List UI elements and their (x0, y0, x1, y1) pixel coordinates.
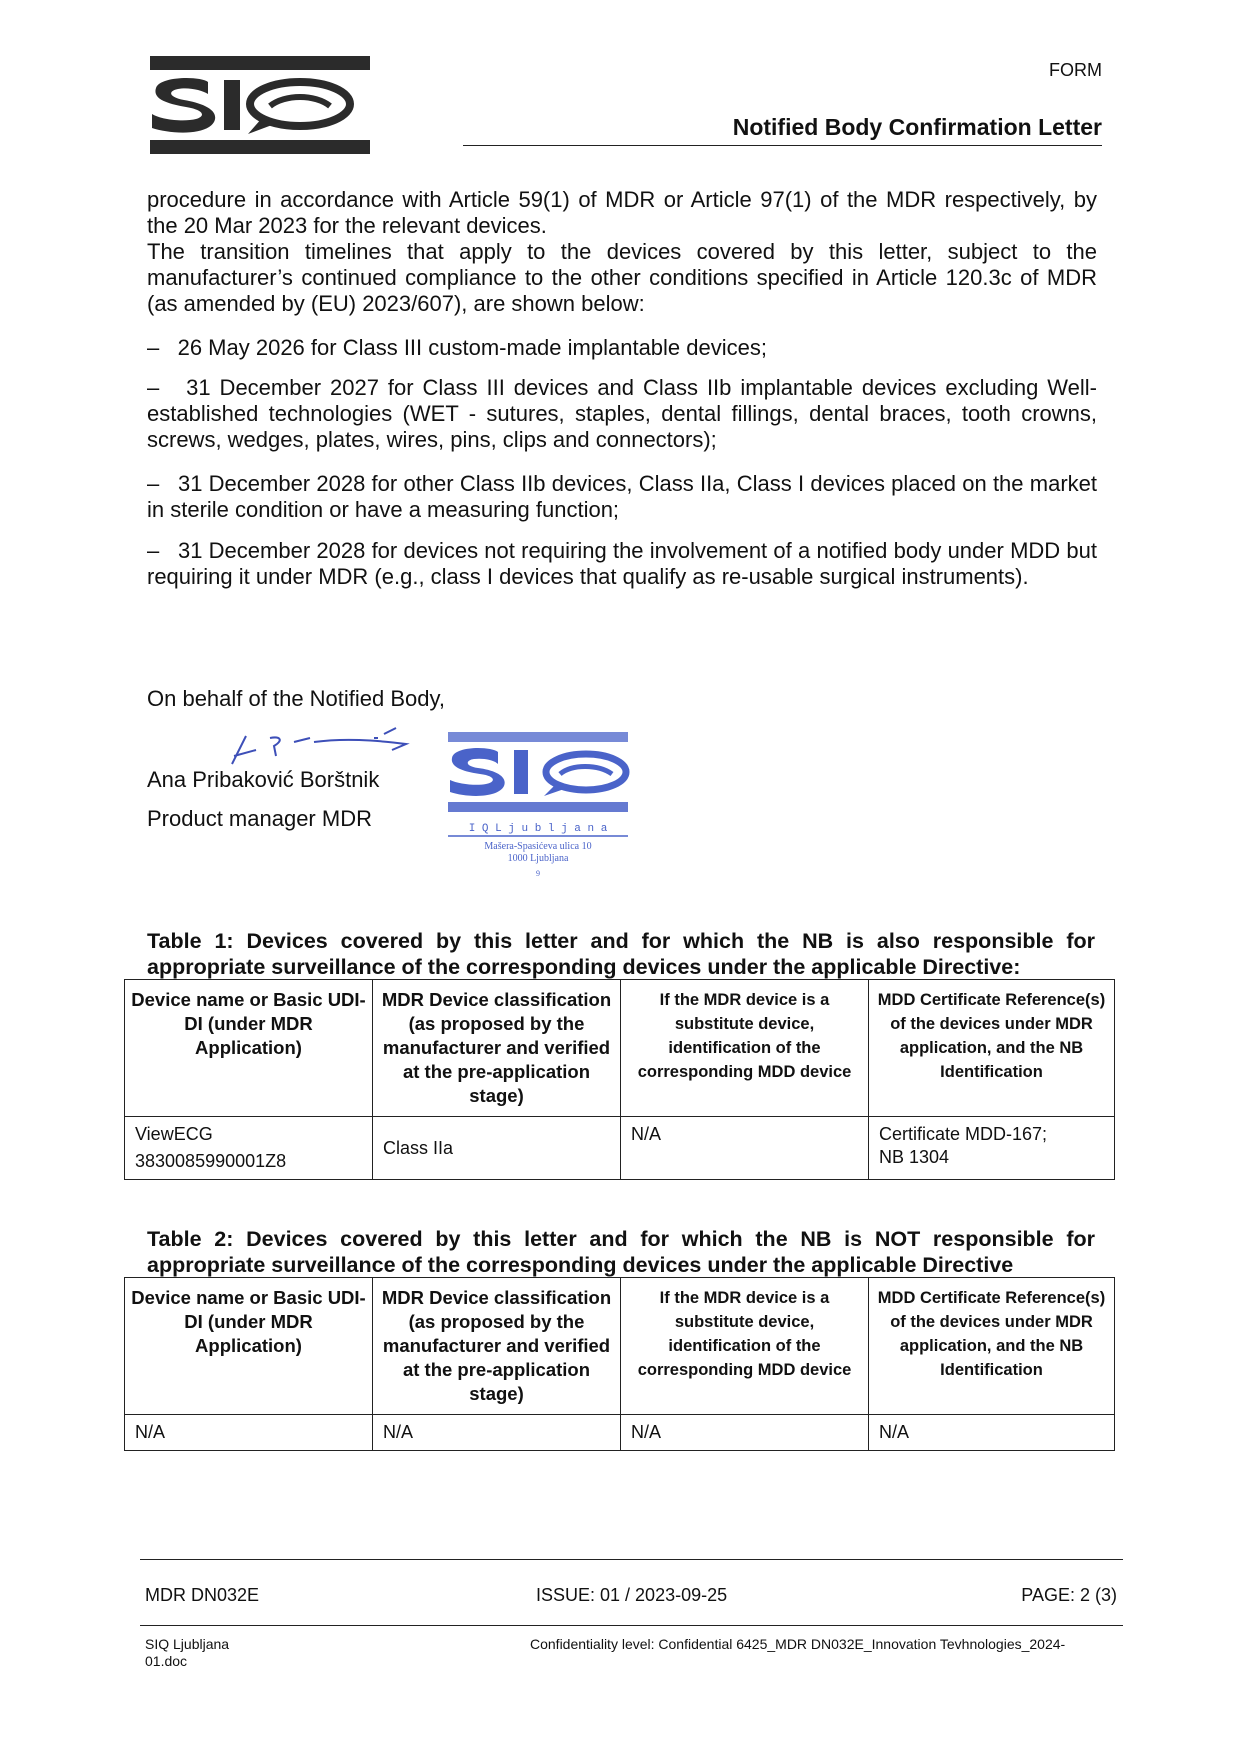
footer-doc-code: MDR DN032E (145, 1585, 260, 1605)
col-header-certificate: MDD Certificate Reference(s) of the devices under MDR application, and the NB Identification (869, 980, 1115, 1117)
bullet-text: 31 December 2028 for other Class IIb devices, Class IIa, Class I devices placed on the market in sterile condition or have a measuring function; (147, 471, 1097, 522)
cell-classification: N/A (373, 1415, 621, 1451)
table2-caption: Table 2: Devices covered by this letter and for which the NB is NOT responsible for appropriate surveillance of the corresponding devices under the applicable Directive (147, 1227, 1095, 1277)
siq-logo (150, 56, 370, 156)
cell-classification: Class IIa (373, 1117, 621, 1180)
table-header-row (125, 980, 1115, 1117)
cell-substitute: N/A (621, 1415, 869, 1451)
footer-page-number: PAGE: 2 (3) (1021, 1585, 1117, 1605)
header-title: Notified Body Confirmation Letter (732, 114, 1102, 140)
signatory-name: Ana Pribaković Borštnik (147, 767, 380, 792)
signoff-behalf: On behalf of the Notified Body, (147, 686, 445, 711)
device-name: ViewECG (135, 1124, 213, 1144)
intro-paragraph: procedure in accordance with Article 59(1) of MDR or Article 97(1) of the MDR respectively, by the 20 Mar 2023 for the relevant devices. (147, 187, 1097, 238)
col-header-classification: MDR Device classification (as proposed by the manufacturer and verified at the pre-application stage) (373, 1278, 621, 1415)
stamp-postcode: 1000 Ljubljana (507, 853, 569, 864)
col-header-device-name: Device name or Basic UDI-DI (under MDR Application) (125, 980, 373, 1117)
cell-device (125, 1117, 373, 1180)
footer-issue: ISSUE: 01 / 2023-09-25 (536, 1585, 728, 1605)
signatory-role: Product manager MDR (147, 806, 372, 831)
footer-confidentiality: Confidentiality level: Confidential 6425_MDR DN032E_Innovation Tevhnologies_2024- (530, 1636, 1066, 1652)
bullet-text: 31 December 2028 for devices not requiring the involvement of a notified body under MDD but requiring it under MDR (e.g., class I devices that qualify as re-usable surgical instruments). (147, 538, 1097, 589)
bullet-item (147, 335, 1097, 361)
footer-org: SIQ Ljubljana 01.doc (145, 1636, 230, 1669)
col-header-substitute: If the MDR device is a substitute device, identification of the corresponding MDD device (621, 1278, 869, 1415)
table2 (124, 1277, 1115, 1451)
stamp-street: Mašera-Spasićeva ulica 10 (484, 841, 592, 852)
footer-divider-bottom (140, 1625, 1123, 1626)
stamp-city: I Q L j u b l j a n a (468, 823, 608, 835)
table-row (125, 1415, 1115, 1451)
table-header-row (125, 1278, 1115, 1415)
bullet-mark: – (147, 471, 160, 496)
transition-paragraph: The transition timelines that apply to the devices covered by this letter, subject to the manufacturer’s continued compliance to the other conditions specified in Article 120.3c of MDR (as amended by (EU) 2023/607), are shown below: (147, 239, 1097, 316)
bullet-item (147, 471, 1097, 523)
col-header-classification: MDR Device classification (as proposed by the manufacturer and verified at the pre-application stage) (373, 980, 621, 1117)
bullet-text: 26 May 2026 for Class III custom-made implantable devices; (177, 335, 767, 360)
bullet-mark: – (147, 335, 160, 360)
device-udi: 3830085990001Z8 (135, 1151, 287, 1171)
bullet-mark: – (147, 375, 160, 400)
cell-substitute: N/A (621, 1117, 869, 1180)
table-row (125, 1117, 1115, 1180)
bullet-item (147, 538, 1097, 590)
col-header-certificate: MDD Certificate Reference(s) of the devices under MDR application, and the NB Identification (869, 1278, 1115, 1415)
bullet-item (147, 375, 1097, 453)
cell-certificate: N/A (869, 1415, 1115, 1451)
bullet-text: 31 December 2027 for Class III devices and Class IIb implantable devices excluding Well-established technologies (WET - sutures, staples, dental fillings, dental braces, tooth crowns, screws, wedges, plates, wires, pins, clips and connectors); (147, 375, 1097, 452)
body-intro (147, 187, 1097, 317)
cell-certificate (869, 1117, 1115, 1180)
form-label: FORM (1049, 60, 1102, 80)
handwritten-signature (224, 726, 424, 768)
bullet-mark: – (147, 538, 160, 563)
nb-id: NB 1304 (879, 1147, 950, 1167)
cell-device: N/A (125, 1415, 373, 1451)
footer-divider-top (140, 1559, 1123, 1560)
siq-stamp (446, 730, 632, 884)
col-header-device-name: Device name or Basic UDI-DI (under MDR Application) (125, 1278, 373, 1415)
stamp-mark: 9 (536, 869, 540, 878)
table1 (124, 979, 1115, 1180)
table1-caption: Table 1: Devices covered by this letter and for which the NB is also responsible for appropriate surveillance of the corresponding devices under the applicable Directive: (147, 929, 1095, 979)
header-divider (463, 145, 1102, 146)
certificate-ref: Certificate MDD-167; (879, 1124, 1048, 1144)
col-header-substitute: If the MDR device is a substitute device, identification of the corresponding MDD device (621, 980, 869, 1117)
